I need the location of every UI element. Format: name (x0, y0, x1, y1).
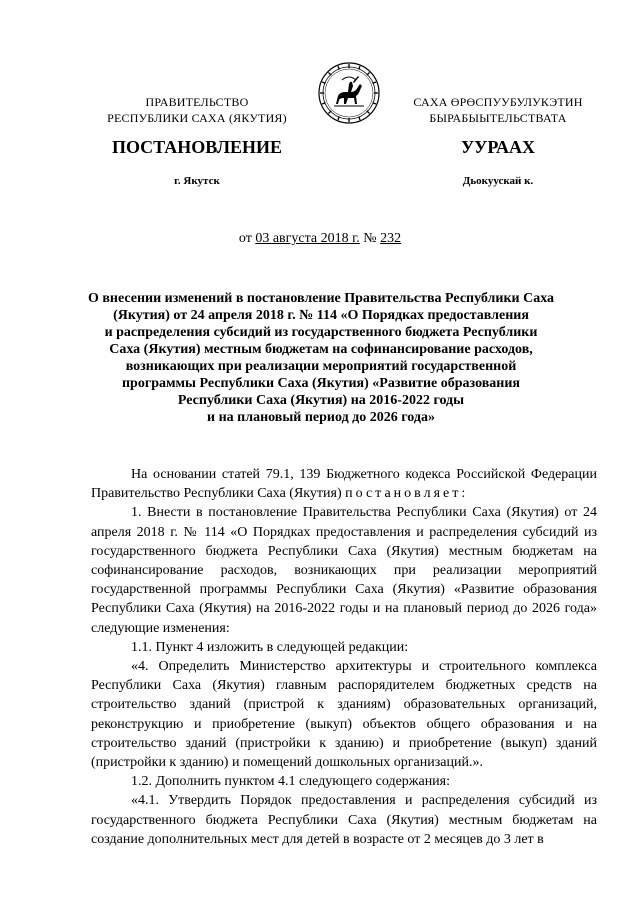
p1-text: На основании статей 79.1, 139 Бюджетного кодекса Российской Федерации Правительство Республики Саха (Якутия) (91, 467, 597, 502)
org-left-line1: ПРАВИТЕЛЬСТВО (145, 95, 249, 109)
body-paragraph-1 (91, 465, 597, 503)
doc-type-right: УУРААХ (460, 137, 536, 157)
document-date-line (0, 231, 640, 247)
org-left-line2: РЕСПУБЛИКИ САХА (ЯКУТИЯ) (107, 111, 287, 125)
title-line: возникающих при реализации мероприятий государственной (125, 359, 517, 374)
body-paragraph-3: 1.1. Пункт 4 изложить в следующей редакции: (131, 639, 409, 655)
city-right: Дьокуускай к. (462, 175, 534, 187)
header-org-left (92, 94, 302, 126)
header-org-right (380, 94, 616, 126)
p1-spaced: постановляет: (345, 486, 469, 502)
document-title (80, 290, 562, 426)
title-line: и на плановый период до 2026 года» (207, 410, 435, 425)
coat-of-arms-icon (318, 62, 380, 124)
body-paragraph-4: «4. Определить Министерство архитектуры и строительного комплекса Республики Саха (Якутия) главным распорядителем бюджетных средств на строительство зданий (пристрой к зданиям) образовательных организаций, реконструкцию и приобретение (выкуп) объектов общего образования и на строительство зданий (пристройки к зданию) и приобретение (выкуп) зданий (пристройки к зданию) и помещений дошкольных организаций.». (91, 659, 597, 771)
city-left: г. Якутск (174, 175, 220, 187)
document-body (91, 465, 597, 849)
number-value: 232 (380, 231, 402, 246)
date-value: 03 августа 2018 г. (255, 231, 360, 246)
title-line: Саха (Якутия) местным бюджетам на софинансирование расходов, (109, 342, 533, 357)
org-right-line2: БЫРАБЫЫТЕЛЬСТВАТА (429, 111, 567, 125)
body-paragraph-5: 1.2. Дополнить пунктом 4.1 следующего содержания: (131, 774, 451, 790)
doc-type-left: ПОСТАНОВЛЕНИЕ (111, 137, 283, 157)
body-paragraph-6: «4.1. Утвердить Порядок предоставления и распределения субсидий из государственного бюджета Республики Саха (Якутия) местным бюджетам на создание дополнительных мест для детей в возрасте от 2 месяцев до 3 лет в (91, 793, 597, 847)
title-line: О внесении изменений в постановление Правительства Республики Саха (87, 291, 555, 306)
title-line: (Якутия) от 24 апреля 2018 г. № 114 «О Порядках предоставления (113, 308, 529, 323)
org-right-line1: САХА ӨРӨСПУУБУЛУКЭТИН (413, 95, 583, 109)
title-line: программы Республики Саха (Якутия) «Развитие образования (121, 376, 520, 391)
title-line: и распределения субсидий из государственного бюджета Республики (104, 325, 538, 340)
title-line: Республики Саха (Якутия) на 2016-2022 годы (177, 393, 465, 408)
date-prefix: от (238, 231, 252, 246)
body-paragraph-2: 1. Внести в постановление Правительства Республики Саха (Якутия) от 24 апреля 2018 г. № 114 «О Порядках предоставления и распределения субсидий из государственного бюджета Республики Саха (Якутия) местным бюджетам на софинансирование расходов, возникающих при реализации мероприятий государственной программы Республики Саха (Якутия) «Развитие образования Республики Саха (Якутия) на 2016-2022 годы и на плановый период до 2026 года» следующие изменения: (91, 505, 597, 636)
number-prefix: № (363, 231, 377, 246)
